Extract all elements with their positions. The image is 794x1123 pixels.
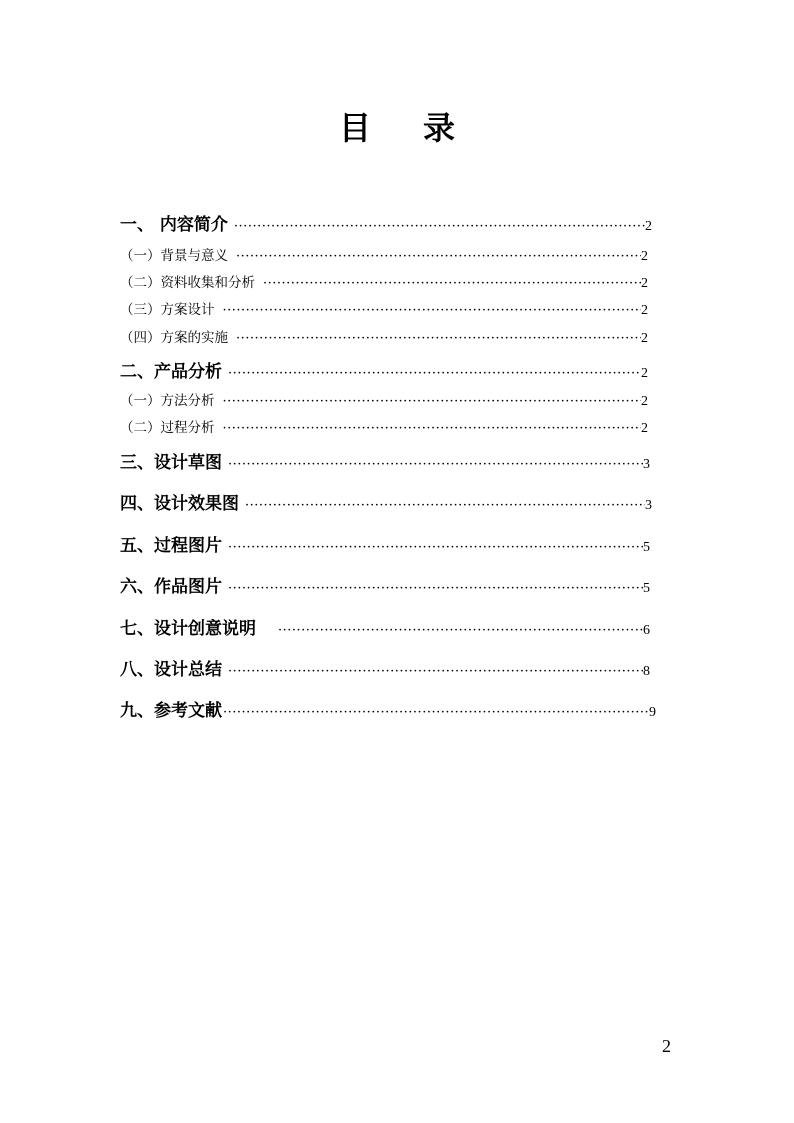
toc-entry-page: 2	[641, 366, 648, 381]
toc-entry[interactable]	[120, 271, 648, 292]
toc-entry-page: 2	[641, 249, 648, 264]
page-number: 2	[662, 1036, 671, 1056]
toc-entry[interactable]	[120, 696, 656, 721]
toc-entry-label: （一）方法分析	[120, 393, 215, 409]
toc-entry-label: （二）过程分析	[120, 420, 215, 436]
toc-entry-page: 8	[643, 664, 650, 679]
toc-entry-label: （二）资料收集和分析	[120, 275, 255, 291]
toc-dot-leader	[245, 498, 645, 513]
toc-dot-leader	[228, 581, 643, 596]
toc-entry-label: 六、作品图片	[120, 577, 222, 597]
toc-entry-label: 五、过程图片	[120, 536, 222, 556]
toc-entry-label: （四）方案的实施	[120, 330, 228, 346]
toc-entry[interactable]	[120, 416, 648, 437]
toc-dot-leader	[228, 540, 643, 555]
toc-dot-leader	[278, 623, 643, 638]
title-char-2: 录	[423, 109, 456, 147]
toc-entry-page: 2	[641, 421, 648, 436]
toc-entry[interactable]	[120, 448, 650, 473]
toc-entry-page: 2	[641, 303, 648, 318]
toc-entry[interactable]	[120, 614, 650, 639]
toc-entry-label: （一）背景与意义	[120, 248, 228, 264]
toc-entry-page: 2	[641, 331, 648, 346]
title-char-1: 目	[338, 109, 371, 147]
toc-entry[interactable]	[120, 210, 652, 235]
toc-dot-leader	[223, 394, 642, 409]
toc-entry-label: 七、设计创意说明	[120, 619, 256, 639]
toc-entry-page: 6	[643, 623, 650, 638]
toc-entry-label: 八、设计总结	[120, 660, 222, 680]
toc-entry-page: 3	[645, 498, 652, 513]
toc-entry-page: 3	[643, 457, 650, 472]
toc-entry-page: 2	[641, 394, 648, 409]
toc-dot-leader	[223, 303, 642, 318]
toc-entry-page: 2	[645, 219, 652, 234]
toc-entry-page: 5	[643, 540, 650, 555]
toc-entry-page: 5	[643, 581, 650, 596]
toc-entry-label: 九、参考文献	[120, 701, 222, 721]
toc-entry[interactable]	[120, 489, 652, 514]
toc-entry[interactable]	[120, 326, 648, 347]
toc-entry-label: 二、产品分析	[120, 362, 222, 382]
toc-dot-leader	[234, 219, 645, 234]
toc-entry-page: 9	[649, 705, 656, 720]
toc-dot-leader	[236, 249, 641, 264]
toc-entry-label: 一、 内容简介	[120, 215, 228, 235]
toc-entry[interactable]	[120, 244, 648, 265]
table-of-contents	[120, 0, 660, 760]
toc-entry[interactable]	[120, 572, 650, 597]
toc-entry-label: 三、设计草图	[120, 453, 222, 473]
toc-dot-leader	[223, 421, 642, 436]
toc-dot-leader	[228, 457, 643, 472]
toc-entry[interactable]	[120, 298, 648, 319]
toc-entry-page: 2	[641, 276, 648, 291]
toc-entry[interactable]	[120, 531, 650, 556]
toc-entry[interactable]	[120, 655, 650, 680]
toc-entry-label: 四、设计效果图	[120, 494, 239, 514]
toc-entry-label: （三）方案设计	[120, 302, 215, 318]
toc-entry[interactable]	[120, 389, 648, 410]
toc-dot-leader	[228, 664, 643, 679]
toc-dot-leader	[263, 276, 641, 291]
toc-dot-leader	[236, 331, 641, 346]
toc-dot-leader	[223, 705, 649, 720]
toc-entry[interactable]	[120, 357, 648, 382]
toc-dot-leader	[228, 366, 641, 381]
